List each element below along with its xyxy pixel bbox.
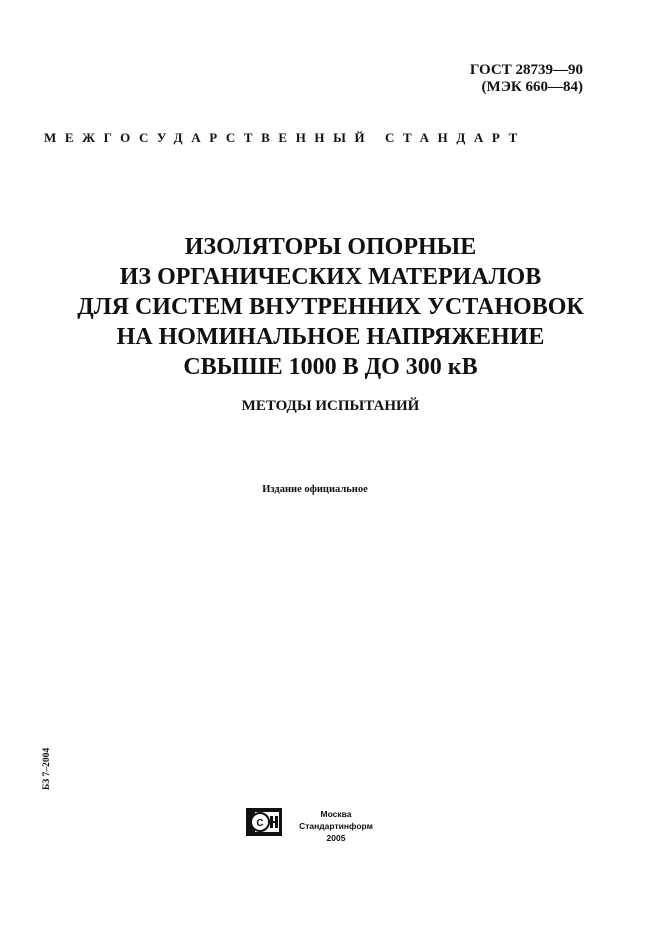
- standartinform-logo-icon: [246, 808, 282, 836]
- iec-number: (МЭК 660—84): [481, 79, 583, 95]
- title-line: ИЗОЛЯТОРЫ ОПОРНЫЕ: [184, 234, 477, 260]
- title-line: ДЛЯ СИСТЕМ ВНУТРЕННИХ УСТАНОВОК: [77, 294, 584, 320]
- margin-code: БЗ 7–2004: [42, 747, 52, 790]
- official-edition-label: Издание официальное: [262, 484, 368, 495]
- document-subtitle: МЕТОДЫ ИСПЫТАНИЙ: [241, 398, 420, 414]
- publisher-city: Москва: [320, 809, 352, 819]
- title-line: НА НОМИНАЛЬНОЕ НАПРЯЖЕНИЕ: [116, 324, 545, 350]
- title-line: СВЫШЕ 1000 В ДО 300 кВ: [183, 354, 478, 380]
- standard-designation: [470, 62, 583, 96]
- publisher-name: Стандартинформ: [299, 821, 373, 831]
- publication-year: 2005: [326, 833, 346, 843]
- document-title: [0, 232, 661, 382]
- title-line: ИЗ ОРГАНИЧЕСКИХ МАТЕРИАЛОВ: [119, 264, 542, 290]
- interstate-standard-label: МЕЖГОСУДАРСТВЕННЫЙ СТАНДАРТ: [44, 130, 526, 145]
- publisher-imprint: [294, 808, 378, 844]
- standard-number: ГОСТ 28739—90: [469, 62, 583, 78]
- svg-text:С: С: [256, 818, 264, 829]
